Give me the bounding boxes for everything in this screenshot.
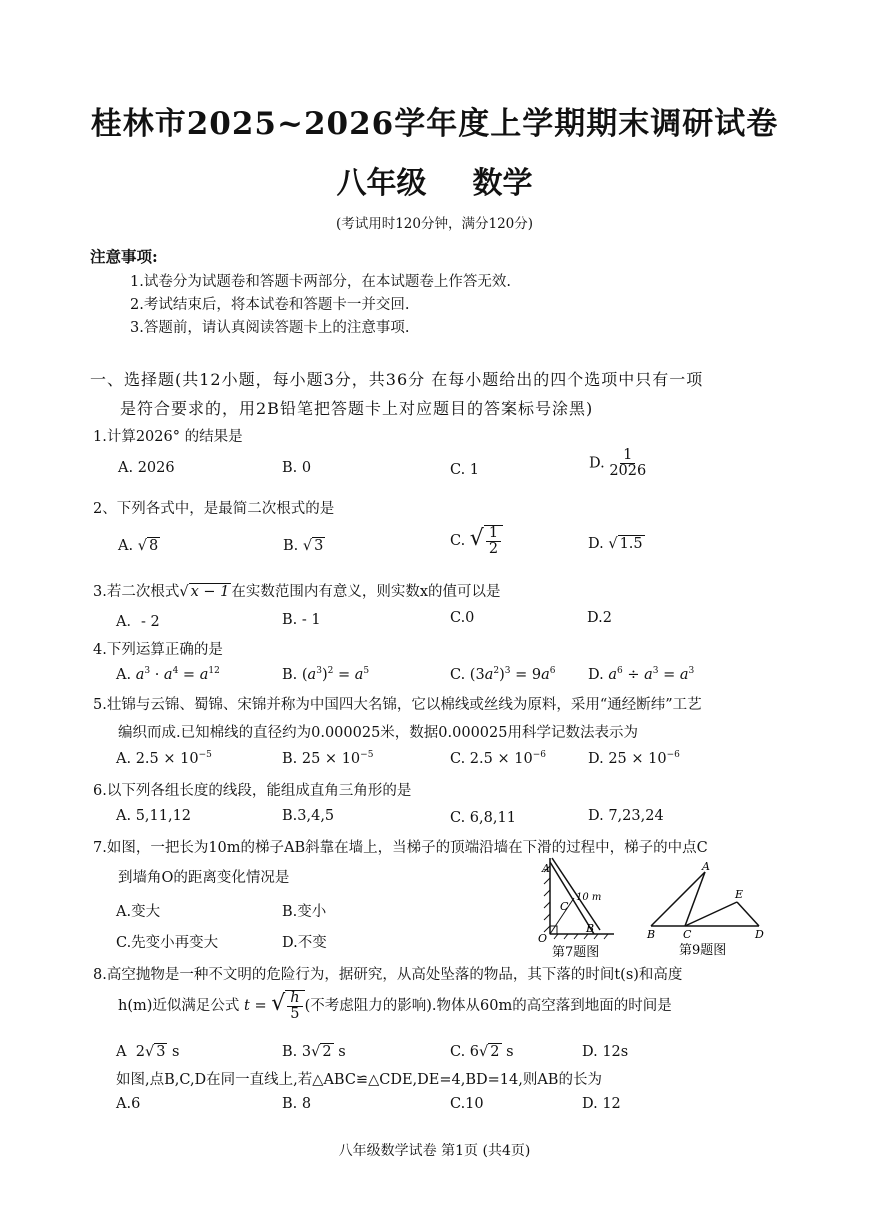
label-a: A: [542, 862, 550, 875]
coefficient: 6: [469, 1044, 480, 1060]
radicand: 3: [314, 538, 324, 554]
q3-option-c: C.0: [450, 610, 475, 626]
q6-option-a: A. 5,11,12: [116, 808, 192, 824]
radicand: 8: [148, 538, 159, 554]
label-c: C: [683, 928, 692, 941]
coefficient: 2: [135, 1044, 145, 1060]
q3-option-d: D.2: [587, 610, 612, 626]
q2-a-label: A.: [118, 538, 134, 554]
q5-a-text: A. 2.5 × 10: [116, 750, 199, 767]
q4-option-c: C. $(3a^2)^3 = 9a^6$: [450, 666, 556, 683]
segment-ab: [651, 872, 705, 926]
q3-option-a: A．- 2: [116, 614, 160, 630]
section-heading: 一、选择题(共12小题，每小题3分，共36分 在每小题给出的四个选项中只有一项: [90, 370, 704, 389]
q2-b-label: B.: [283, 538, 299, 554]
label-a: A: [702, 860, 710, 873]
unit: s: [333, 1044, 346, 1060]
q1-option-c: C. 1: [450, 462, 480, 478]
q3-option-b: B. - 1: [282, 612, 321, 628]
q1-option-a: A. 2026: [118, 460, 175, 476]
denominator: 5: [290, 1006, 300, 1023]
radicand: 3: [156, 1044, 166, 1060]
radicand: 1.5: [619, 536, 643, 552]
wall-hatch: [544, 866, 550, 932]
exam-info: (考试用时120分钟，满分120分): [335, 216, 534, 232]
q1-option-b: B. 0: [282, 460, 312, 476]
q8-line1: 8.高空抛物是一种不文明的危险行为，据研究，从高处坠落的物品，其下落的时间t(s)和高度: [93, 967, 683, 983]
q5-option-a: [116, 750, 212, 767]
radicand: 2: [490, 1044, 500, 1060]
fraction: [484, 525, 503, 557]
q2-d-label: D.: [588, 536, 604, 552]
coefficient: 3: [301, 1044, 312, 1060]
sqrt-icon: √: [179, 584, 189, 600]
q3-stem-pre: 3.若二次根式: [93, 584, 180, 600]
segment-ed: [737, 902, 759, 926]
radicand: x − 1: [190, 584, 230, 600]
q1-stem: 1.计算2026° 的结果是: [93, 429, 243, 445]
q7-option-b: B.变小: [282, 904, 327, 920]
q1-option-d-label: D.: [589, 455, 605, 472]
page-footer: 八年级数学试卷 第1页 (共4页): [338, 1143, 531, 1159]
denominator: 2026: [609, 463, 647, 480]
q4-option-a: A. $a^3 \cdot a^4 = a^{12}$: [116, 666, 220, 683]
q2-option-b: [283, 538, 325, 554]
q8-c-label: C.: [450, 1044, 466, 1060]
q9-option-b: B. 8: [282, 1096, 312, 1112]
q8-line2-post: (不考虑阻力的影响).物体从60m的高空落到地面的时间是: [304, 998, 672, 1015]
q8-option-c: [450, 1044, 514, 1060]
unit: s: [167, 1044, 180, 1060]
q2-stem: 2、下列各式中，是最简二次根式的是: [93, 501, 335, 517]
q4-c-label: C.: [450, 666, 466, 683]
q5-line2: 编织而成.已知棉线的直径约为0.000025米，数据0.000025用科学记数法表示为: [118, 725, 638, 741]
sqrt-icon: √: [479, 1044, 489, 1060]
figure-7: [530, 852, 650, 962]
sqrt-icon: √: [302, 538, 313, 554]
grade-label: 八年级: [336, 166, 427, 201]
notice-item: 1.试卷分为试题卷和答题卡两部分，在本试题卷上作答无效.: [130, 274, 511, 290]
q9-option-a: A.6: [116, 1096, 141, 1112]
subject-label: 数学: [472, 166, 533, 201]
q5-d-text: D. 25 × 10: [588, 750, 667, 767]
q5-option-d: [588, 750, 680, 767]
exponent: −6: [532, 750, 546, 760]
sqrt-icon: √: [137, 538, 147, 554]
label-b: B: [647, 928, 656, 941]
q5-b-text: B. 25 × 10: [282, 750, 361, 767]
q2-option-c: [450, 525, 503, 557]
q8-line2: [118, 990, 672, 1022]
notice-item: 2.考试结束后，将本试卷和答题卡一并交回.: [130, 297, 410, 313]
sqrt-icon: √: [271, 991, 286, 1017]
q4-option-b: B. $(a^3)^2 = a^5$: [282, 666, 370, 683]
figure-9-caption: 第9题图: [679, 943, 727, 958]
q5-line1: 5.壮锦与云锦、蜀锦、宋锦并称为中国四大名锦，它以棉线或丝线为原料，采用“通经断纬”工艺: [93, 697, 702, 713]
q9-option-c: C.10: [450, 1096, 484, 1112]
fraction: [285, 990, 304, 1022]
q5-option-b: [282, 750, 373, 767]
q5-option-c: [450, 750, 546, 767]
figure-9: [645, 858, 770, 962]
q6-option-d: D. 7,23,24: [588, 808, 664, 824]
label-e: E: [735, 888, 744, 901]
q7-option-c: C.先变小再变大: [116, 935, 219, 951]
q4-option-d: D. $a^6 \div a^3 = a^3$: [588, 666, 695, 683]
q9-stem: 如图,点B,C,D在同一直线上,若△ABC≌△CDE,DE=4,BD=14,则AB的长为: [116, 1072, 602, 1088]
sqrt-icon: √: [469, 526, 484, 552]
notice-item: 3.答题前，请认真阅读答题卡上的注意事项.: [130, 320, 410, 336]
exam-title: 桂林市2025~2026学年度上学期期末调研试卷: [90, 106, 779, 142]
q6-option-c: C. 6,8,11: [450, 810, 516, 826]
formula-t: t =: [244, 998, 267, 1015]
q4-a-label: A.: [116, 666, 132, 683]
figure-7-caption: 第7题图: [552, 945, 600, 960]
exponent: −6: [666, 750, 680, 760]
radicand: 2: [322, 1044, 332, 1060]
fraction: [609, 448, 646, 479]
q8-line2-pre: h(m)近似满足公式: [118, 998, 240, 1015]
q2-option-a: [118, 538, 160, 554]
q7-line2: 到墙角O的距离变化情况是: [118, 870, 290, 886]
q8-option-b: [282, 1044, 346, 1060]
q7-line1: 7.如图，一把长为10m的梯子AB斜靠在墙上，当梯子的顶端沿墙在下滑的过程中，梯子的中点C: [93, 840, 708, 856]
exponent: −5: [360, 750, 374, 760]
numerator: 1: [486, 526, 501, 542]
label-b: B: [586, 922, 595, 935]
q4-d-label: D.: [588, 666, 604, 683]
exam-subtitle: [0, 158, 869, 202]
q1-option-d: [589, 448, 646, 479]
label-length: 10 m: [576, 892, 602, 903]
sqrt-icon: √: [144, 1044, 155, 1060]
q7-option-a: A.变大: [116, 904, 161, 920]
q2-c-label: C.: [450, 533, 466, 550]
q3-stem: [93, 580, 501, 601]
label-d: D: [755, 928, 764, 941]
sqrt-icon: √: [311, 1044, 321, 1060]
q6-stem: 6.以下列各组长度的线段，能组成直角三角形的是: [93, 783, 412, 799]
q2-option-d: [588, 536, 645, 552]
unit: s: [501, 1044, 514, 1060]
q4-stem: 4.下列运算正确的是: [93, 642, 223, 658]
q7-option-d: D.不变: [282, 935, 327, 951]
exponent: −5: [198, 750, 212, 760]
q4-b-label: B.: [282, 666, 298, 683]
q9-option-d: D. 12: [582, 1096, 621, 1112]
numerator: 1: [620, 448, 635, 464]
q8-b-label: B.: [282, 1044, 298, 1060]
denominator: 2: [488, 541, 499, 558]
q8-option-d: D. 12s: [582, 1044, 629, 1060]
q8-a-label: A: [116, 1044, 127, 1060]
q5-c-text: C. 2.5 × 10: [450, 750, 533, 767]
section-heading-cont: 是符合要求的，用2B铅笔把答题卡上对应题目的答案标号涂黑): [120, 399, 594, 418]
numerator: h: [287, 991, 302, 1007]
sqrt-icon: √: [608, 536, 618, 552]
label-o: O: [538, 932, 548, 945]
label-c: C: [560, 900, 569, 913]
q6-option-b: B.3,4,5: [282, 808, 335, 824]
q3-stem-post: 在实数范围内有意义，则实数x的值可以是: [231, 584, 501, 600]
q8-option-a: [116, 1044, 179, 1060]
notice-heading: 注意事项:: [90, 247, 158, 266]
